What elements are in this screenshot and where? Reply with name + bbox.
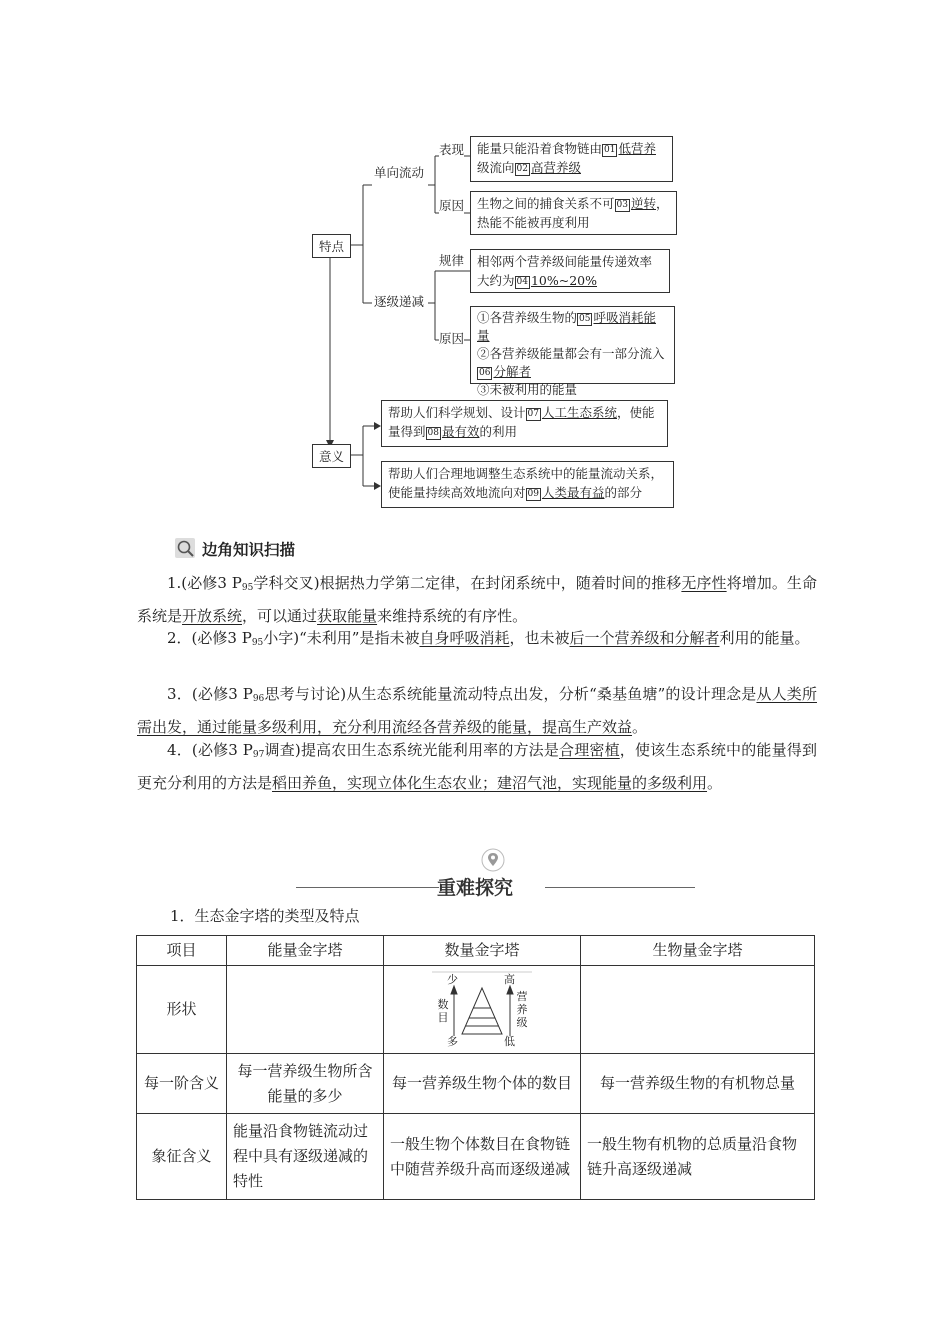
- knowledge-item-2: 2．(必修3 $P_{95}$小字)“未利用”是指未被自身呼吸消耗，也未被后一个营养级和分解者利用的能量。: [167, 629, 810, 648]
- shape-energy: [227, 966, 384, 1054]
- show-box: 能量只能沿着食物链由 01 低营养 级流向 02 高营养级: [470, 136, 673, 182]
- row-meaning-number: 每一营养级生物个体的数目: [384, 1054, 581, 1114]
- magnifier-icon: [174, 537, 196, 559]
- rule-box: 相邻两个营养级间能量传递效率 大约为 04 10%~20%: [470, 249, 670, 293]
- row-meaning-energy: 每一营养级生物所含能量的多少: [227, 1054, 384, 1114]
- meaning-box-1: 帮助人们科学规划、设计 07 人工生态系统，使能 量得到 08 最有效的利用: [381, 400, 668, 447]
- shape-label: 形状: [137, 966, 227, 1054]
- shape-biomass: [581, 966, 815, 1054]
- row-meaning-biomass: 每一营养级生物的有机物总量: [581, 1054, 815, 1114]
- header-number: 数量金字塔: [384, 936, 581, 966]
- meaning-box-2: 帮助人们合理地调整生态系统中的能量流动关系， 使能量持续高效地流向对 09 人类最有益的部分: [381, 461, 674, 508]
- pyramid-level-label: 营养级: [516, 989, 528, 1029]
- header-energy: 能量金字塔: [227, 936, 384, 966]
- knowledge-item-3: 3．(必修3 $P_{96}$思考与讨论)从生态系统能量流动特点出发，分析“桑基鱼塘”的设计理念是从人类所需出发，通过能量多级利用，充分利用流经各营养级的能量，提高生产效益。: [137, 685, 817, 736]
- location-pin-icon: [481, 848, 505, 872]
- shape-number: [384, 966, 581, 1054]
- section-heading: 重难探究: [436, 877, 513, 899]
- pyramid-high-label: 高: [504, 972, 515, 986]
- reason-box-1: 生物之间的捕食关系不可 03 逆转， 热能不能被再度利用: [470, 191, 677, 235]
- section-title: 边角知识扫描: [202, 541, 296, 559]
- reason-label-1: 原因: [439, 198, 465, 213]
- row-symbol-energy: 能量沿食物链流动过程中具有逐级递减的特性: [227, 1114, 384, 1200]
- pyramid-table: [136, 935, 815, 1200]
- reason-label-2: 原因: [439, 331, 465, 346]
- decrease-label: 逐级递减: [374, 294, 425, 309]
- concept-diagram: [300, 128, 690, 513]
- knowledge-item-1: 1.(必修3 $P_{95}$学科交叉)根据热力学第二定律，在封闭系统中，随着时间的推移无序性将增加。生命系统是开放系统，可以通过获取能量来维持系统的有序性。: [137, 574, 817, 625]
- pyramid-many-label: 多: [447, 1034, 458, 1048]
- rule-label: 规律: [439, 253, 465, 268]
- row-symbol-number: 一般生物个体数目在食物链中随营养级升高而逐级递减: [384, 1114, 581, 1200]
- header-item: 项目: [137, 936, 227, 966]
- reason-box-2: ①各营养级生物的 05 呼吸消耗能量 ②各营养级能量都会有一部分流入 06 分解者 ③未被利用的能量: [470, 306, 675, 384]
- row-symbol-biomass: 一般生物有机物的总质量沿食物链升高逐级递减: [581, 1114, 815, 1200]
- pyramid-count-label: 数目: [437, 997, 449, 1024]
- row-meaning-label: 每一阶含义: [137, 1054, 227, 1114]
- row-symbol-label: 象征含义: [137, 1114, 227, 1200]
- show-label: 表现: [439, 142, 465, 157]
- feature-node: 特点: [312, 234, 351, 258]
- meaning-node: 意义: [312, 444, 351, 468]
- pyramid-few-label: 少: [447, 972, 458, 986]
- header-biomass: 生物量金字塔: [581, 936, 815, 966]
- table-caption: 1．生态金字塔的类型及特点: [170, 907, 360, 925]
- pyramid-low-label: 低: [504, 1034, 515, 1048]
- knowledge-item-4: 4．(必修3 $P_{97}$调查)提高农田生态系统光能利用率的方法是合理密植，使该生态系统中的能量得到更充分利用的方法是稻田养鱼，实现立体化生态农业；建沼气池，实现能量的多级利用。: [137, 741, 817, 792]
- one-way-flow-label: 单向流动: [374, 165, 425, 180]
- number-pyramid-figure: [432, 970, 532, 1050]
